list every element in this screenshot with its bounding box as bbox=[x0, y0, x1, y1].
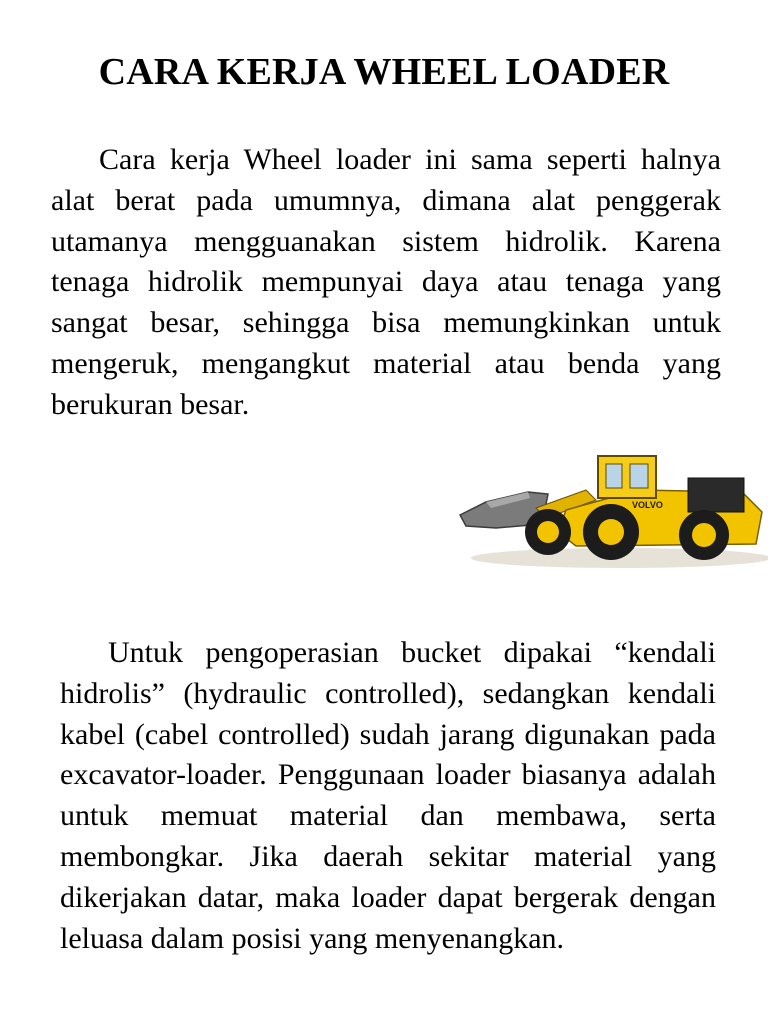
wheel-loader-illustration bbox=[456, 420, 768, 580]
engine-grille bbox=[688, 478, 744, 512]
paragraph-intro: Cara kerja Wheel loader ini sama seperti halnya alat berat pada umumnya, dimana alat penggerak utamanya mengguanakan sistem hidrolik. Karena tenaga hidrolik mempunyai daya atau tenaga yang sangat besar, sehingga bisa memungkinkan untuk mengeruk, mengangkut material atau benda yang berukuran besar. bbox=[51, 143, 721, 421]
wheel-loader-image bbox=[456, 420, 768, 580]
cab-window-right bbox=[630, 464, 648, 488]
middle-wheel-hub bbox=[598, 519, 624, 545]
front-wheel-hub bbox=[537, 521, 559, 543]
brand-label: VOLVO bbox=[632, 500, 663, 510]
rear-wheel-hub bbox=[692, 523, 716, 547]
paragraph-operation: Untuk pengoperasian bucket dipakai “kendali hidrolis” (hydraulic controlled), sedangkan kendali kabel (cabel controlled) sudah jarang digunakan pada excavator-loader. Penggunaan loader biasanya adalah untuk memuat material dan membawa, serta membongkar. Jika daerah sekitar material yang dikerjakan datar, maka loader dapat bergerak dengan leluasa dalam posisi yang menyenangkan. bbox=[60, 636, 716, 955]
page-title: CARA KERJA WHEEL LOADER bbox=[98, 51, 670, 93]
cab-window-left bbox=[606, 464, 622, 488]
